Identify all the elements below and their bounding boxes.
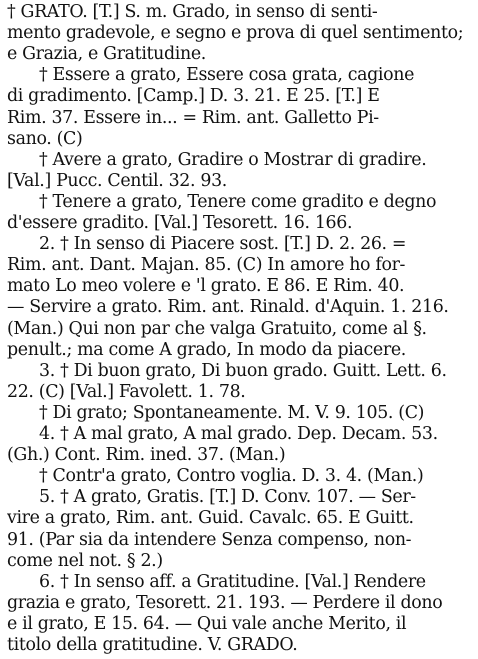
- entry-line: 3. † Di buon grato, Di buon grado. Guitt. Lett. 6.: [39, 360, 447, 381]
- entry-line: titolo della gratitudine. V. GRADO.: [7, 635, 298, 655]
- entry-line: come nel not. § 2.): [7, 550, 163, 571]
- entry-line: mento gradevole, e segno e prova di quel sentimento;: [7, 23, 464, 44]
- entry-line: — Servire a grato. Rim. ant. Rinald. d'Aquin. 1. 216.: [7, 297, 449, 318]
- entry-line: sano. (C): [7, 128, 83, 149]
- entry-line: 22. (C) [Val.] Favolett. 1. 78.: [7, 381, 246, 402]
- entry-line: grazia e grato, Tesorett. 21. 193. — Perdere il dono: [7, 592, 443, 613]
- entry-line: d'essere gradito. [Val.] Tesorett. 16. 166.: [7, 213, 353, 233]
- entry-line: Rim. ant. Dant. Majan. 85. (C) In amore ho for-: [7, 255, 406, 276]
- entry-line: † Contr'a grato, Contro voglia. D. 3. 4. (Man.): [39, 466, 424, 487]
- entry-line: † GRATO. [T.] S. m. Grado, in senso di senti-: [7, 2, 378, 22]
- entry-line: † Essere a grato, Essere cosa grata, cagione: [39, 65, 415, 86]
- entry-line: 2. † In senso di Piacere sost. [T.] D. 2. 26. =: [39, 234, 407, 255]
- entry-line: (Gh.) Cont. Rim. ined. 37. (Man.): [7, 445, 286, 466]
- entry-line: 5. † A grato, Gratis. [T.] D. Conv. 107. — Ser-: [39, 487, 416, 508]
- entry-line: e Grazia, e Gratitudine.: [7, 44, 206, 65]
- entry-line: (Man.) Qui non par che valga Gratuito, come al §.: [7, 318, 427, 339]
- entry-line: Rim. 37. Essere in... = Rim. ant. Galletto Pi-: [7, 107, 379, 128]
- entry-line: 6. † In senso aff. a Gratitudine. [Val.] Rendere: [39, 571, 426, 592]
- entry-line: † Tenere a grato, Tenere come gradito e degno: [39, 191, 437, 212]
- entry-line: † Avere a grato, Gradire o Mostrar di gradire.: [39, 149, 427, 170]
- entry-line: e il grato, E 15. 64. — Qui vale anche Merito, il: [7, 613, 407, 634]
- entry-line: † Di grato; Spontaneamente. M. V. 9. 105. (C): [39, 402, 425, 423]
- entry-line: [Val.] Pucc. Centil. 32. 93.: [7, 170, 227, 191]
- entry-line: mato Lo meo volere e 'l grato. E 86. E Rim. 40.: [7, 276, 405, 297]
- entry-line: 91. (Par sia da intendere Senza compenso, non-: [7, 529, 412, 550]
- entry-line: vire a grato, Rim. ant. Guid. Cavalc. 65. E Guitt.: [7, 508, 414, 529]
- entry-line: di gradimento. [Camp.] D. 3. 21. E 25. [T.] E: [7, 86, 380, 107]
- entry-line: 4. † A mal grato, A mal grado. Dep. Decam. 53.: [39, 424, 438, 444]
- entry-line: penult.; ma come A grado, In modo da piacere.: [7, 339, 406, 360]
